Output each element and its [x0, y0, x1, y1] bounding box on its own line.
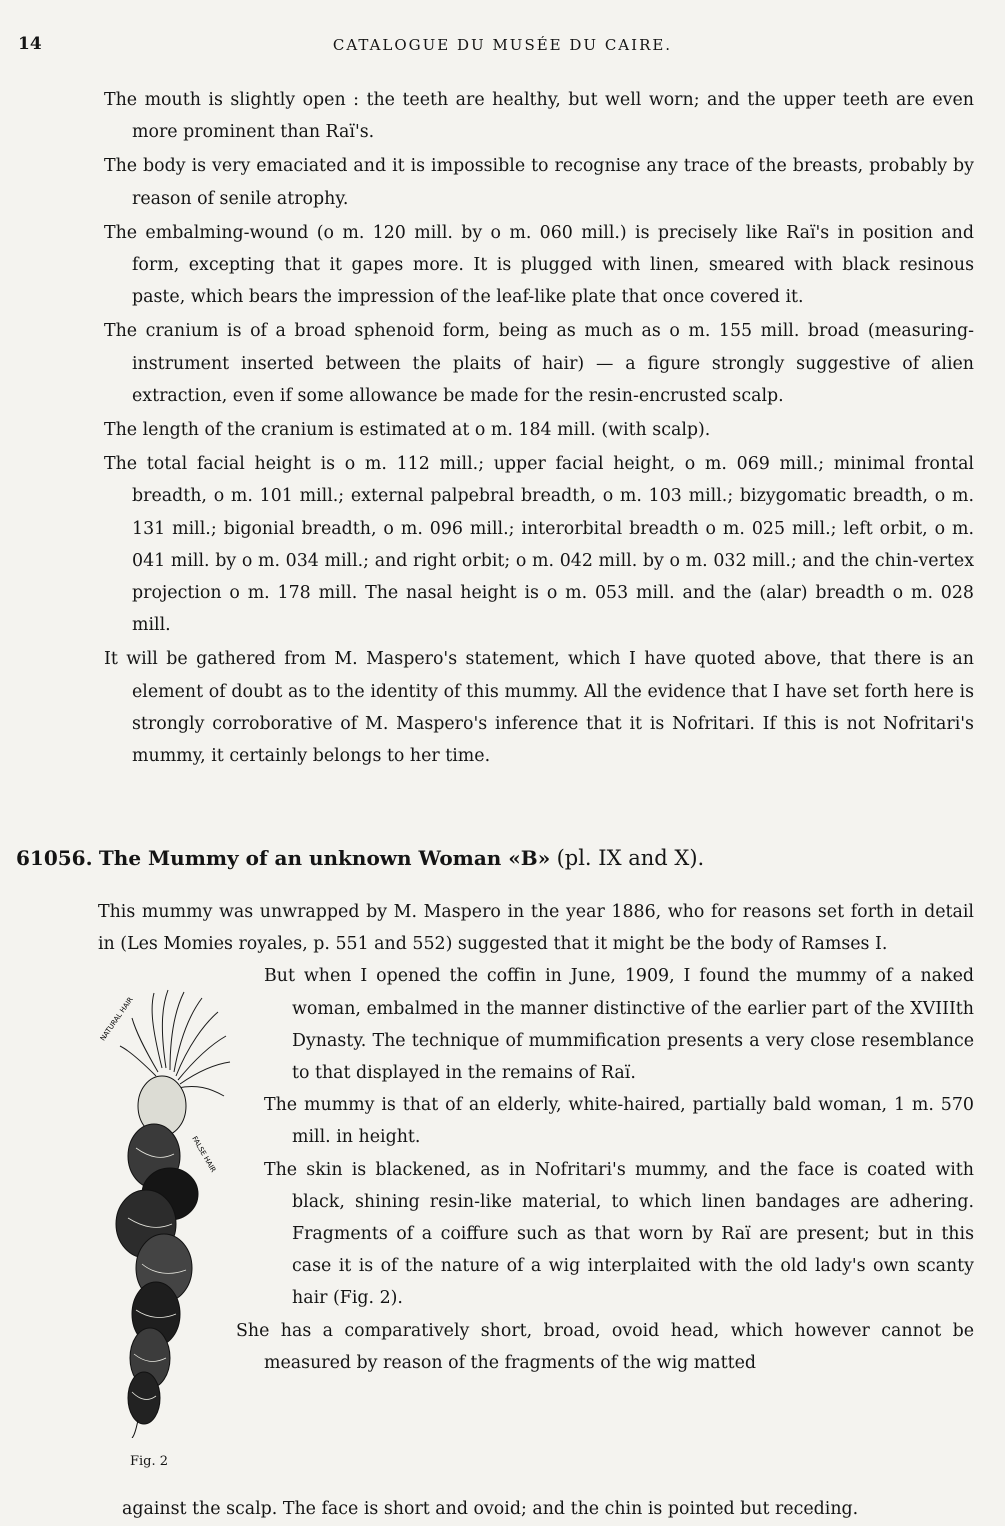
label-false-hair: FALSE HAIR: [190, 1135, 218, 1175]
page-number: 14: [18, 34, 42, 54]
body-section-continued: [104, 84, 974, 774]
paragraph-coffin: But when I opened the coffin in June, 1909, I found the mummy of a naked woman, embalmed in the manner distinctive of the earlier part of the XVIIIth Dynasty. The technique of mummification presents a very close resemblance to that displayed in the remains of Raï.: [264, 966, 974, 1084]
entry-title: The Mummy of an unknown Woman «B»: [98, 846, 551, 870]
paragraph-cranium: The cranium is of a broad sphenoid form, being as much as o m. 155 mill. broad (measuring-instrument inserted between the plaits of hair) — a figure strongly suggestive of alien extraction, even if some allowance be made for the resin-encrusted scalp.: [104, 321, 974, 406]
figure-hair-plait: [92, 988, 258, 1493]
entry-plate-reference: (pl. IX and X).: [556, 846, 705, 870]
paragraph-facial-measurements: The total facial height is o m. 112 mill.; upper facial height, o m. 069 mill.; minimal frontal breadth, o m. 101 mill.; external palpebral breadth, o m. 103 mill.; bizygomatic breadth, o m. 131 mill.; bigonial breadth, o m. 096 mill.; interorbital breadth o m. 025 mill.; left orbit, o m. 041 mill. by o m. 034 mill.; and right orbit; o m. 042 mill. by o m. 032 mill.; and the chin-vertex projection o m. 178 mill. The nasal height is o m. 053 mill. and the (alar) breadth o m. 028 mill.: [104, 454, 974, 636]
figure-caption: Fig. 2: [130, 1454, 169, 1470]
running-head: [0, 34, 1005, 62]
paragraph-unwrapped-text: This mummy was unwrapped by M. Maspero in the year 1886, who for reasons set forth in detail in (Les Momies royales, p. 551 and 552) suggested that it might be the body of Ramses I.: [98, 902, 974, 955]
paragraph-unwrapped: [98, 896, 974, 960]
paragraph-head-continued: against the scalp. The face is short and ovoid; and the chin is pointed but receding.: [122, 1499, 859, 1520]
paragraph-mouth: The mouth is slightly open : the teeth are healthy, but well worn; and the upper teeth are even more prominent than Raï's.: [104, 90, 974, 143]
running-title: CATALOGUE DU MUSÉE DU CAIRE.: [332, 36, 673, 54]
paragraph-body: The body is very emaciated and it is impossible to recognise any trace of the breasts, probably by reason of senile atrophy.: [104, 156, 974, 209]
entry-heading: [16, 840, 976, 876]
entry-number: 61056.: [16, 846, 93, 870]
paragraph-elderly: The mummy is that of an elderly, white-haired, partially bald woman, 1 m. 570 mill. in height.: [264, 1095, 974, 1148]
paragraph-identity: It will be gathered from M. Maspero's statement, which I have quoted above, that there is an element of doubt as to the identity of this mummy. All the evidence that I have set forth here is strongly corroborative of M. Maspero's inference that it is Nofritari. If this is not Nofritari's mummy, it certainly belongs to her time.: [104, 649, 974, 767]
hair-plait-illustration: [92, 988, 258, 1438]
paragraph-cranium-length: The length of the cranium is estimated at o m. 184 mill. (with scalp).: [104, 420, 711, 441]
paragraph-embalming-wound: The embalming-wound (o m. 120 mill. by o m. 060 mill.) is precisely like Raï's in position and form, excepting that it gapes more. It is plugged with linen, smeared with black resinous paste, which bears the impression of the leaf-like plate that once covered it.: [104, 222, 974, 308]
paragraph-head: She has a comparatively short, broad, ovoid head, which however cannot be measured by reason of the fragments of the wig matted: [236, 1320, 974, 1373]
label-natural-hair: NATURAL HAIR: [98, 996, 135, 1043]
entry-body: [98, 896, 974, 1526]
paragraph-skin: The skin is blackened, as in Nofritari's mummy, and the face is coated with black, shining resin-like material, to which linen bandages are adhering. Fragments of a coiffure such as that worn by Raï are present; but in this case it is of the nature of a wig interplaited with the old lady's own scanty hair (Fig. 2).: [264, 1159, 974, 1309]
